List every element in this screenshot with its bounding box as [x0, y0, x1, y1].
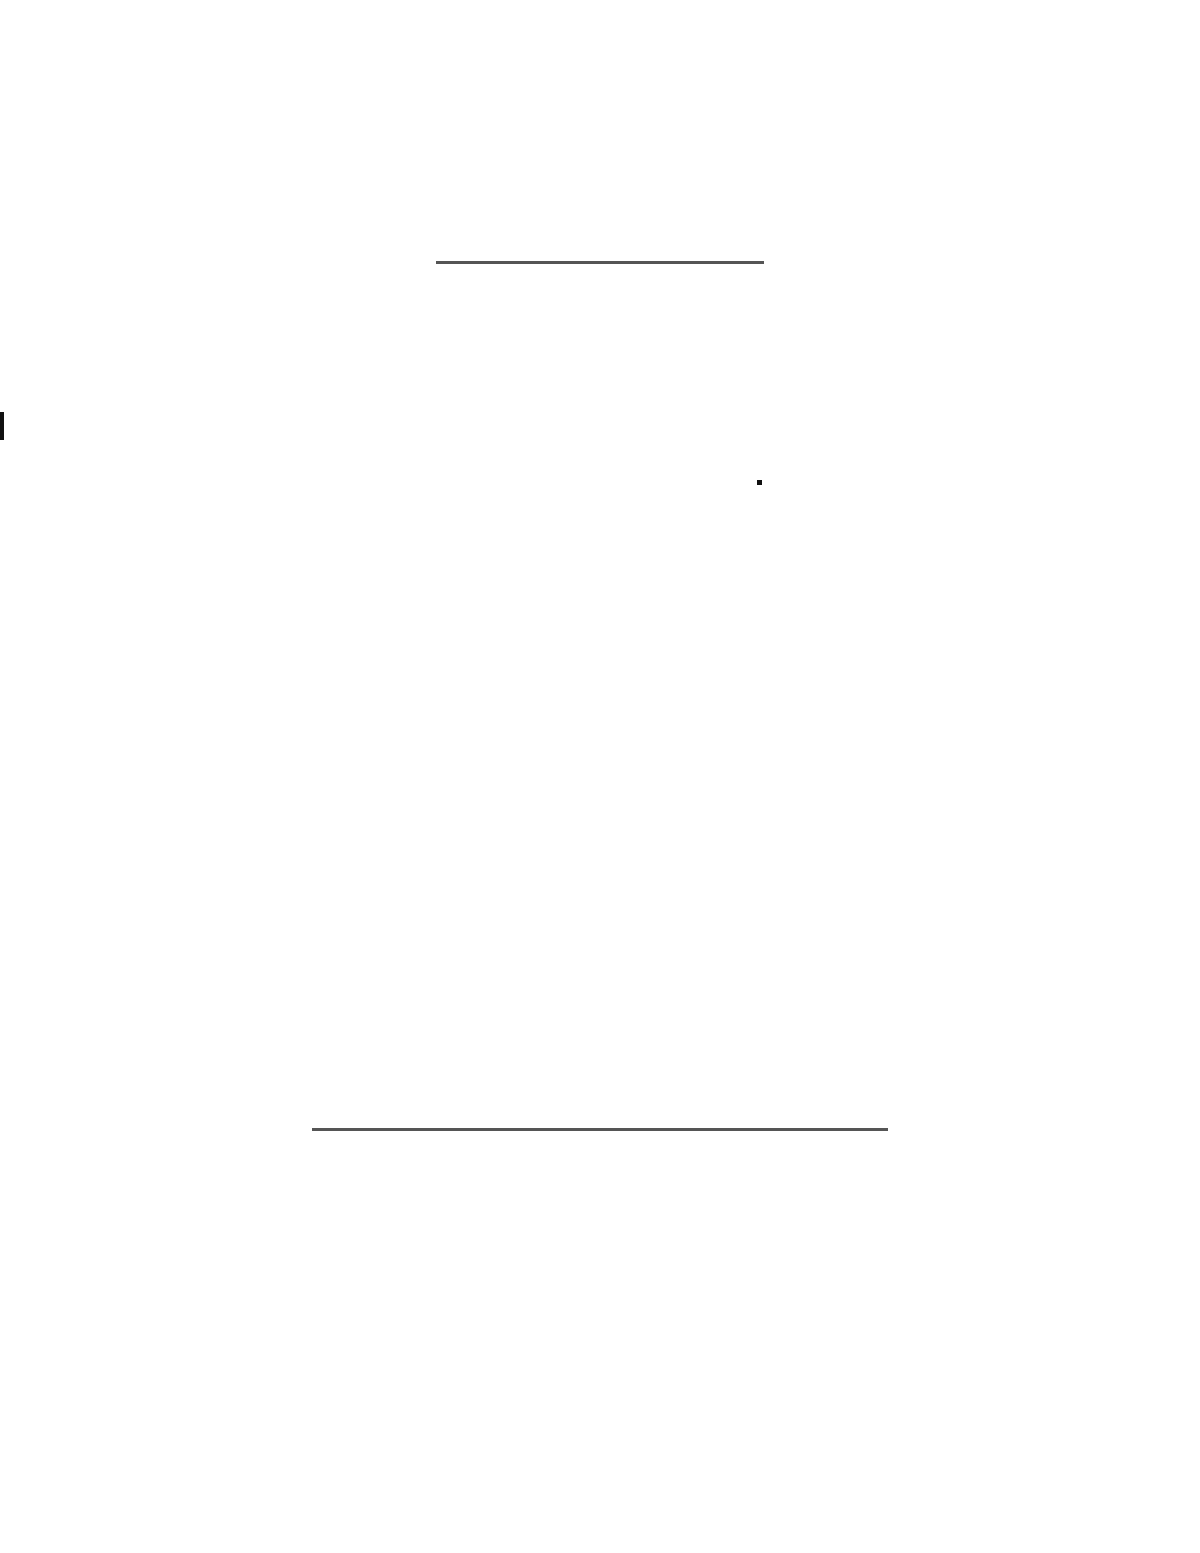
column-header-forecast — [701, 1101, 888, 1130]
column-header-month — [436, 234, 605, 263]
column-header-year — [312, 1101, 507, 1130]
margin-mark — [0, 412, 4, 440]
column-header-sales — [605, 234, 764, 263]
stray-dot-mark — [757, 480, 762, 485]
table-header-row — [312, 1101, 888, 1130]
monthly-sales-table — [436, 234, 764, 264]
table-header-row — [436, 234, 764, 263]
camaro-sales-table — [312, 1101, 888, 1131]
column-header-sales — [507, 1101, 701, 1130]
